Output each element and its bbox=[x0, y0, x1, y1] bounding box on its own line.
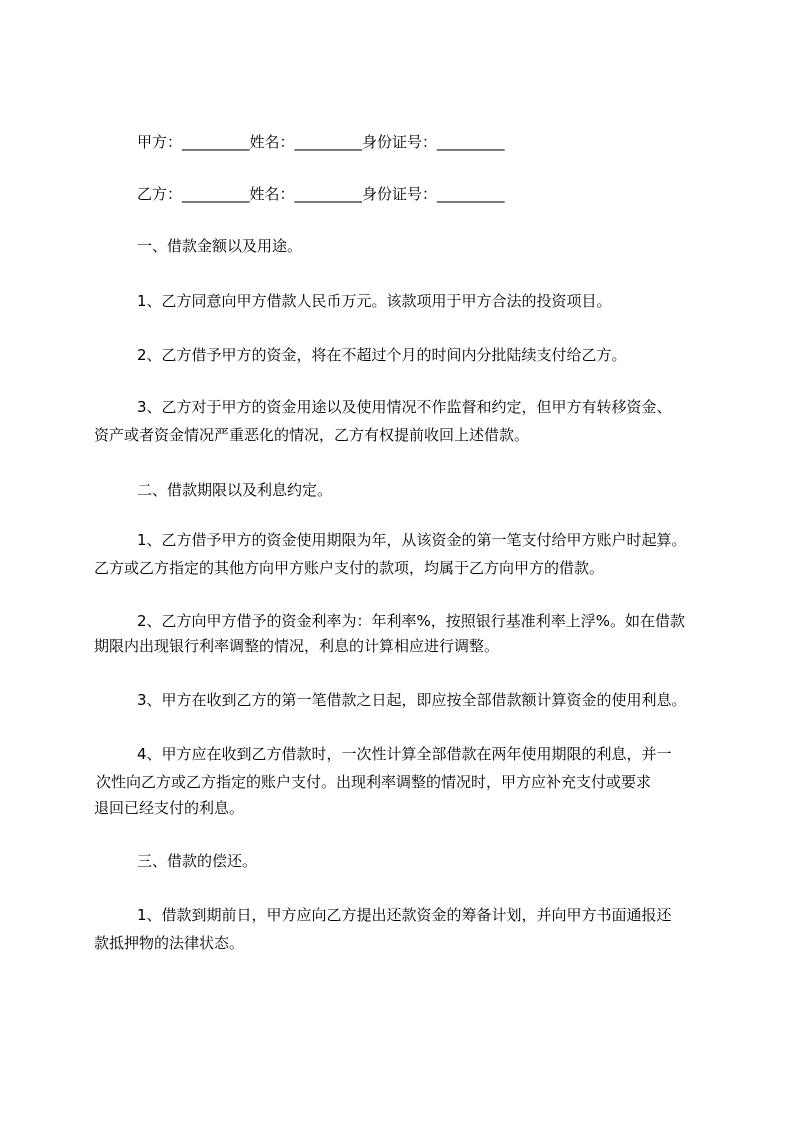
section3-item1-line2: 款抵押物的法律状态。 bbox=[94, 934, 245, 952]
party-a-line: 甲方：_________姓名：_________身份证号：_________ bbox=[137, 133, 505, 151]
section1-item3-line1: 3、乙方对于甲方的资金用途以及使用情况不作监督和约定，但甲方有转移资金、 bbox=[137, 398, 672, 416]
section2-item4-line2: 次性向乙方或乙方指定的账户支付。出现利率调整的情况时，甲方应补充支付或要求 bbox=[96, 773, 652, 791]
section2-item4-line3: 退回已经支付的利息。 bbox=[94, 799, 245, 817]
section2-item3: 3、甲方在收到乙方的第一笔借款之日起，即应按全部借款额计算资金的使用利息。 bbox=[137, 691, 687, 709]
section2-heading: 二、借款期限以及利息约定。 bbox=[137, 481, 333, 499]
section2-item2-line2: 期限内出现银行利率调整的情况，利息的计算相应进行调整。 bbox=[94, 637, 500, 655]
section1-heading: 一、借款金额以及用途。 bbox=[137, 237, 303, 255]
section1-item3-line2: 资产或者资金情况严重恶化的情况，乙方有权提前收回上述借款。 bbox=[94, 426, 530, 444]
party-b-line: 乙方：_________姓名：_________身份证号：_________ bbox=[137, 185, 505, 203]
section2-item2-line1: 2、乙方向甲方借予的资金利率为：年利率%，按照银行基准利率上浮%。如在借款 bbox=[137, 612, 686, 630]
section1-item1: 1、乙方同意向甲方借款人民币万元。该款项用于甲方合法的投资项目。 bbox=[137, 292, 612, 310]
section3-heading: 三、借款的偿还。 bbox=[137, 852, 258, 870]
section3-item1-line1: 1、借款到期前日，甲方应向乙方提出还款资金的筹备计划，并向甲方书面通报还 bbox=[137, 906, 672, 924]
section1-item2: 2、乙方借予甲方的资金，将在不超过个月的时间内分批陆续支付给乙方。 bbox=[137, 346, 627, 364]
section2-item4-line1: 4、甲方应在收到乙方借款时，一次性计算全部借款在两年使用期限的利息，并一 bbox=[137, 745, 672, 763]
section2-item1-line1: 1、乙方借予甲方的资金使用期限为年，从该资金的第一笔支付给甲方账户时起算。 bbox=[137, 531, 687, 549]
section2-item1-line2: 乙方或乙方指定的其他方向甲方账户支付的款项，均属于乙方向甲方的借款。 bbox=[94, 559, 605, 577]
